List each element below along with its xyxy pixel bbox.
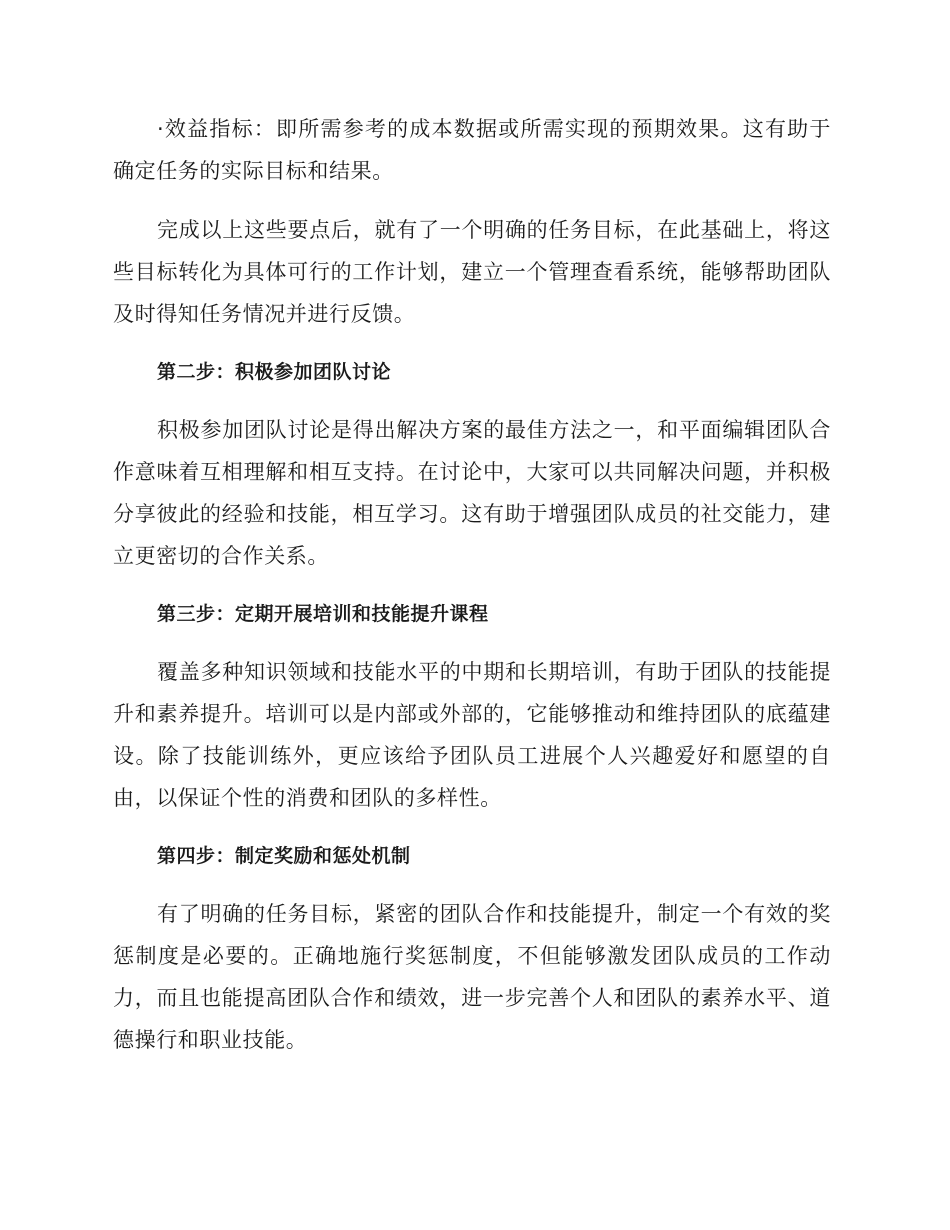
paragraph-step-3: 覆盖多种知识领域和技能水平的中期和长期培训，有助于团队的技能提升和素养提升。培训可以是内部或外部的，它能够推动和维持团队的底蕴建设。除了技能训练外，更应该给予团队员工进展个人兴趣爱好和愿望的自由，以保证个性的消费和团队的多样性。 — [113, 660, 831, 810]
document-body — [113, 108, 831, 1078]
paragraph-summary: 完成以上这些要点后，就有了一个明确的任务目标，在此基础上，将这些目标转化为具体可行的工作计划，建立一个管理查看系统，能够帮助团队及时得知任务情况并进行反馈。 — [113, 218, 831, 326]
paragraph-benefit-indicator: ·效益指标：即所需参考的成本数据或所需实现的预期效果。这有助于确定任务的实际目标和结果。 — [113, 117, 831, 183]
paragraph-step-4: 有了明确的任务目标，紧密的团队合作和技能提升，制定一个有效的奖惩制度是必要的。正确地施行奖惩制度，不但能够激发团队成员的工作动力，而且也能提高团队合作和绩效，进一步完善个人和团队的素养水平、道德操行和职业技能。 — [113, 902, 831, 1052]
heading-step-2: 第二步：积极参加团队讨论 — [157, 361, 392, 383]
heading-step-4: 第四步：制定奖励和惩处机制 — [157, 845, 411, 867]
heading-step-3: 第三步：定期开展培训和技能提升课程 — [157, 603, 489, 625]
paragraph-step-2: 积极参加团队讨论是得出解决方案的最佳方法之一，和平面编辑团队合作意味着互相理解和相互支持。在讨论中，大家可以共同解决问题，并积极分享彼此的经验和技能，相互学习。这有助于增强团队成员的社交能力，建立更密切的合作关系。 — [113, 418, 831, 568]
